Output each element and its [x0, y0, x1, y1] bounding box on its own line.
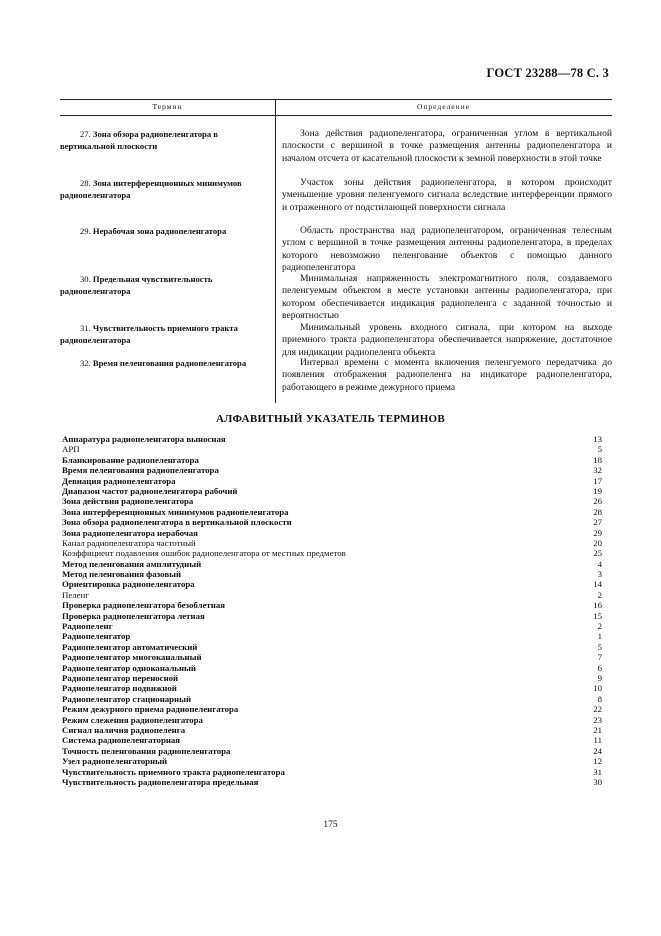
index-entry-page: 2	[597, 621, 602, 632]
index-entry-term: Радиопеленгатор переносной	[62, 672, 179, 683]
index-entry	[62, 663, 602, 673]
index-entry	[62, 683, 602, 693]
index-entry-page: 1	[597, 631, 602, 642]
index-entry-term: Радиопеленгатор многоканальный	[62, 652, 202, 663]
term-name: Время пеленгования радиопеленгатора	[92, 358, 247, 368]
index-entry-page: 23	[593, 714, 602, 725]
index-entry	[62, 611, 602, 621]
term-number: 32.	[80, 358, 91, 368]
index-entry-term: Бланкирование радиопеленгатора	[62, 454, 199, 465]
index-entry-term: Канал радиопеленгатора частотный	[62, 537, 196, 548]
index-entry-page: 19	[593, 485, 602, 496]
index-entry-term: Диапазон частот радиопеленгатора рабочий	[62, 485, 238, 496]
term-name: Нерабочая зона радиопеленгатора	[92, 226, 227, 236]
term-name: Зона обзора радиопеленгатора в вертикальной плоскости	[60, 129, 218, 151]
column-header-term: Термин	[152, 102, 183, 111]
index-entry-page: 16	[593, 600, 602, 611]
index-entry-term: Радиопеленгатор	[62, 631, 131, 642]
index-entry	[62, 704, 602, 714]
definition-text: Минимальный уровень входного сигнала, при котором на выходе приемного тракта радиопеленгатора обеспечивается напряжение, достаточное для индикации радиопеленга объекта	[282, 322, 612, 358]
table-top-rule	[60, 99, 612, 100]
table-row-term	[60, 357, 268, 369]
index-entry-page: 4	[597, 558, 602, 569]
table-row-term	[60, 177, 268, 201]
index-entry	[62, 673, 602, 683]
term-name: Зона интерференционных минимумов радиопеленгатора	[60, 178, 242, 200]
index-entry-term: Пеленг	[62, 589, 89, 600]
term-number: 31.	[80, 323, 91, 333]
index-entry-term: Аппаратура радиопеленгатора выносная	[62, 434, 226, 444]
index-title: АЛФАВИТНЫЙ УКАЗАТЕЛЬ ТЕРМИНОВ	[215, 413, 446, 425]
index-entry-page: 8	[597, 693, 602, 704]
index-entry	[62, 517, 602, 527]
index-entry	[62, 465, 602, 475]
index-entry-term: Зона радиопеленгатора нерабочая	[62, 527, 198, 538]
index-entry	[62, 725, 602, 735]
index-entry-page: 14	[593, 579, 602, 590]
index-entry	[62, 756, 602, 766]
index-entry-term: Коэффициент подавления ошибок радиопеленгатора от местных предметов	[62, 548, 346, 559]
terms-table	[60, 99, 612, 403]
index-entry-term: Радиопеленгатор подвижной	[62, 683, 177, 694]
index-entry	[62, 444, 602, 454]
index-entry	[62, 455, 602, 465]
index-entry-page: 21	[593, 724, 602, 735]
table-column-divider	[275, 99, 276, 403]
index-entry-term: Чувствительность приемного тракта радиопеленгатора	[62, 766, 285, 777]
index-entry-page: 5	[597, 444, 602, 455]
index-entry-page: 31	[593, 766, 602, 777]
index-entry-term: Проверка радиопеленгатора безоблетная	[62, 600, 225, 611]
term-name: Чувствительность приемного тракта радиопеленгатора	[60, 323, 238, 345]
term-number: 28.	[80, 178, 91, 188]
page-number: 175	[323, 820, 338, 830]
index-entry-term: Зона действия радиопеленгатора	[62, 496, 194, 507]
index-entry-term: Ориентировка радиопеленгатора	[62, 579, 195, 590]
index-entry	[62, 538, 602, 548]
index-entry	[62, 735, 602, 745]
page-header-code: ГОСТ 23288—78 С. 3	[486, 66, 609, 80]
index-entry	[62, 590, 602, 600]
table-row-definition	[282, 128, 612, 165]
index-entry-term: Метод пеленгования амплитудный	[62, 558, 202, 569]
index-entry	[62, 777, 602, 787]
alphabetical-index	[62, 434, 602, 787]
index-entry-page: 5	[597, 641, 602, 652]
index-entry-page: 13	[593, 434, 602, 444]
index-entry	[62, 528, 602, 538]
table-row-term	[60, 225, 268, 237]
index-entry-page: 6	[597, 662, 602, 673]
index-entry	[62, 559, 602, 569]
index-entry-term: Метод пеленгования фазовый	[62, 569, 182, 580]
index-entry-page: 15	[593, 610, 602, 621]
index-entry-page: 22	[593, 704, 602, 715]
index-entry-page: 10	[593, 683, 602, 694]
index-entry-page: 29	[593, 527, 602, 538]
column-header-definition: Определение	[417, 102, 470, 111]
index-entry-page: 3	[597, 569, 602, 580]
index-entry	[62, 548, 602, 558]
table-row-term	[60, 322, 268, 346]
index-entry-term: Чувствительность радиопеленгатора предельная	[62, 776, 259, 787]
index-entry	[62, 746, 602, 756]
definition-text: Участок зоны действия радиопеленгатора, в котором происходит уменьшение уровня пеленгуемого сигнала вследствие интерференции прямого и отраженного от подстилающей поверхности сигнала	[282, 177, 612, 213]
table-row-definition	[282, 357, 612, 394]
index-entry	[62, 476, 602, 486]
index-entry	[62, 507, 602, 517]
table-row-term	[60, 273, 268, 297]
index-entry-term: Узел радиопеленгаторный	[62, 756, 168, 767]
index-entry-page: 18	[593, 454, 602, 465]
index-entry	[62, 631, 602, 641]
table-header-rule	[60, 115, 612, 116]
table-row-definition	[282, 177, 612, 214]
term-number: 30.	[80, 274, 91, 284]
term-number: 27.	[80, 129, 91, 139]
index-entry	[62, 621, 602, 631]
index-entry	[62, 715, 602, 725]
index-entry-page: 24	[593, 745, 602, 756]
table-row-definition	[282, 322, 612, 359]
index-entry	[62, 652, 602, 662]
table-row-term	[60, 128, 268, 152]
index-entry-page: 26	[593, 496, 602, 507]
definition-text: Минимальная напряженность электромагнитного поля, создаваемого пеленгуемым объектом в месте установки антенны радиопеленгатора, при котором обеспечивается индикация радиопеленга с заданной точностью и вероятностью	[282, 273, 612, 321]
definition-text: Зона действия радиопеленгатора, ограниченная углом в вертикальной плоскости с вершиной в точке размещения антенны радиопеленгатора и началом отсчета от касательной плоскости к земной поверхности в этой точке	[282, 128, 612, 164]
index-entry	[62, 767, 602, 777]
index-entry-term: Радиопеленгатор одноканальный	[62, 662, 196, 673]
index-entry-page: 17	[593, 475, 602, 486]
index-entry-term: Точность пеленгования радиопеленгатора	[62, 745, 231, 756]
index-entry	[62, 434, 602, 444]
table-row-definition	[282, 273, 612, 322]
term-number: 29.	[80, 226, 91, 236]
definition-text: Область пространства над радиопеленгатором, ограниченная телесным углом с вершиной в точке размещения антенны радиопеленгатора, в пределах которого невозможно пеленгование объектов с помощью данного радиопеленгатора	[282, 225, 612, 273]
index-entry-page: 28	[593, 506, 602, 517]
index-entry	[62, 579, 602, 589]
index-entry-term: Время пеленгования радиопеленгатора	[62, 465, 219, 476]
index-entry-page: 9	[597, 672, 602, 683]
index-entry	[62, 496, 602, 506]
definition-text: Интервал времени с момента включения пеленгуемого передатчика до появления отображения радиопеленга на индикаторе радиопеленгатора, работающего в режиме дежурного приема	[282, 357, 612, 393]
index-entry-term: Режим слежения радиопеленгатора	[62, 714, 203, 725]
index-entry-term: Зона интерференционных минимумов радиопеленгатора	[62, 506, 289, 517]
index-entry-term: Зона обзора радиопеленгатора в вертикальной плоскости	[62, 517, 292, 528]
index-entry-term: Режим дежурного приема радиопеленгатора	[62, 704, 239, 715]
index-entry-term: Сигнал наличия радиопеленга	[62, 724, 186, 735]
index-entry-page: 20	[593, 537, 602, 548]
index-entry	[62, 569, 602, 579]
index-entry	[62, 486, 602, 496]
index-entry	[62, 642, 602, 652]
index-entry	[62, 600, 602, 610]
index-entry-term: АРП	[62, 444, 80, 455]
index-entry	[62, 694, 602, 704]
index-entry-term: Проверка радиопеленгатора летная	[62, 610, 205, 621]
term-name: Предельная чувствительность радиопеленгатора	[60, 274, 213, 296]
index-entry-page: 7	[597, 652, 602, 663]
index-entry-page: 12	[593, 756, 602, 767]
table-row-definition	[282, 225, 612, 274]
index-entry-term: Радиопеленг	[62, 621, 113, 632]
index-entry-page: 32	[593, 465, 602, 476]
index-entry-term: Система радиопеленгаторная	[62, 735, 181, 746]
index-entry-page: 27	[593, 517, 602, 528]
index-entry-page: 25	[593, 548, 602, 559]
index-entry-page: 30	[593, 776, 602, 787]
index-entry-page: 11	[593, 735, 602, 746]
index-entry-term: Радиопеленгатор стационарный	[62, 693, 192, 704]
index-entry-term: Радиопеленгатор автоматический	[62, 641, 198, 652]
index-entry-page: 2	[597, 589, 602, 600]
index-entry-term: Девиация радиопеленгатора	[62, 475, 176, 486]
